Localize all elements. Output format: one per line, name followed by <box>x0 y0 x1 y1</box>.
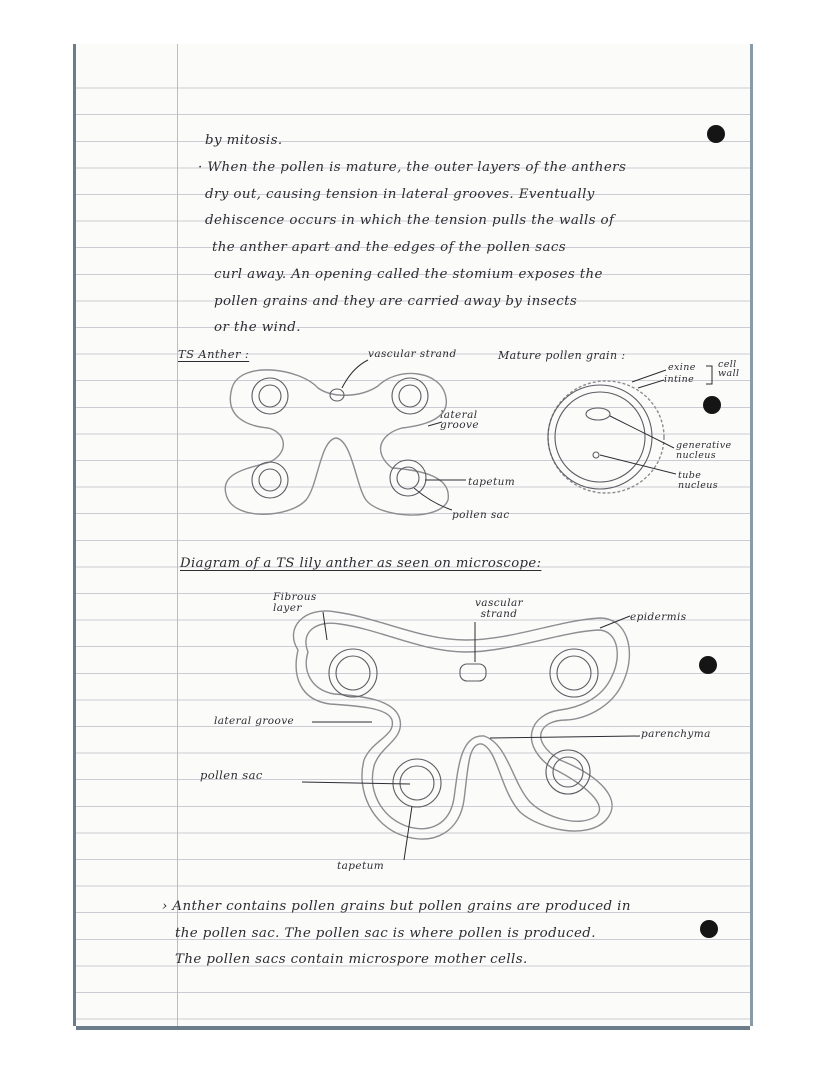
intro-line: curl away. An opening called the stomium exposes the <box>214 267 603 282</box>
intro-line: the anther apart and the edges of the pollen sacs <box>212 240 566 255</box>
summary-line: the pollen sac. The pollen sac is where pollen is produced. <box>175 926 596 941</box>
label-intine: intine <box>664 374 695 385</box>
lily-diagram-title: Diagram of a TS lily anther as seen on microscope: <box>180 556 542 571</box>
intro-line: dry out, causing tension in lateral grooves. Eventually <box>205 187 595 202</box>
label-generative-nucleus: generative nucleus <box>676 440 732 461</box>
intro-line: · When the pollen is mature, the outer layers of the anthers <box>198 160 627 175</box>
intro-line: by mitosis. <box>205 133 283 148</box>
lily-label-vascular-strand: vascular strand <box>474 597 524 620</box>
intro-line: or the wind. <box>214 320 301 335</box>
lily-label-fibrous-layer: Fibrous layer <box>273 591 317 614</box>
lily-anther-drawing <box>293 611 640 860</box>
intro-line: pollen grains and they are carried away by insects <box>214 294 578 309</box>
lily-label-parenchyma: parenchyma <box>641 728 711 740</box>
summary-line: › Anther contains pollen grains but pollen grains are produced in <box>162 899 631 914</box>
pollen-grain-title: Mature pollen grain : <box>498 349 626 362</box>
lily-label-epidermis: epidermis <box>630 611 687 623</box>
ts-label-pollen-sac: pollen sac <box>452 509 510 521</box>
lily-label-lateral-groove: lateral groove <box>214 715 295 727</box>
label-tube-nucleus: tube nucleus <box>678 470 719 491</box>
pollen-grain-drawing <box>548 366 712 493</box>
ts-label-tapetum: tapetum <box>468 476 516 488</box>
summary-line: The pollen sacs contain microspore mother cells. <box>175 952 528 967</box>
intro-line: dehiscence occurs in which the tension pulls the walls of <box>205 213 615 228</box>
lily-label-tapetum: tapetum <box>337 860 385 872</box>
label-cell-wall: cell wall <box>718 359 740 379</box>
ts-anther-title: TS Anther : <box>178 347 250 361</box>
ts-label-vascular-strand: vascular strand <box>368 348 457 360</box>
label-exine: exine <box>668 362 696 373</box>
ts-anther-drawing <box>225 360 466 515</box>
lily-label-pollen-sac: pollen sac <box>200 768 263 782</box>
ts-label-lateral-groove: lateral groove <box>440 409 479 431</box>
